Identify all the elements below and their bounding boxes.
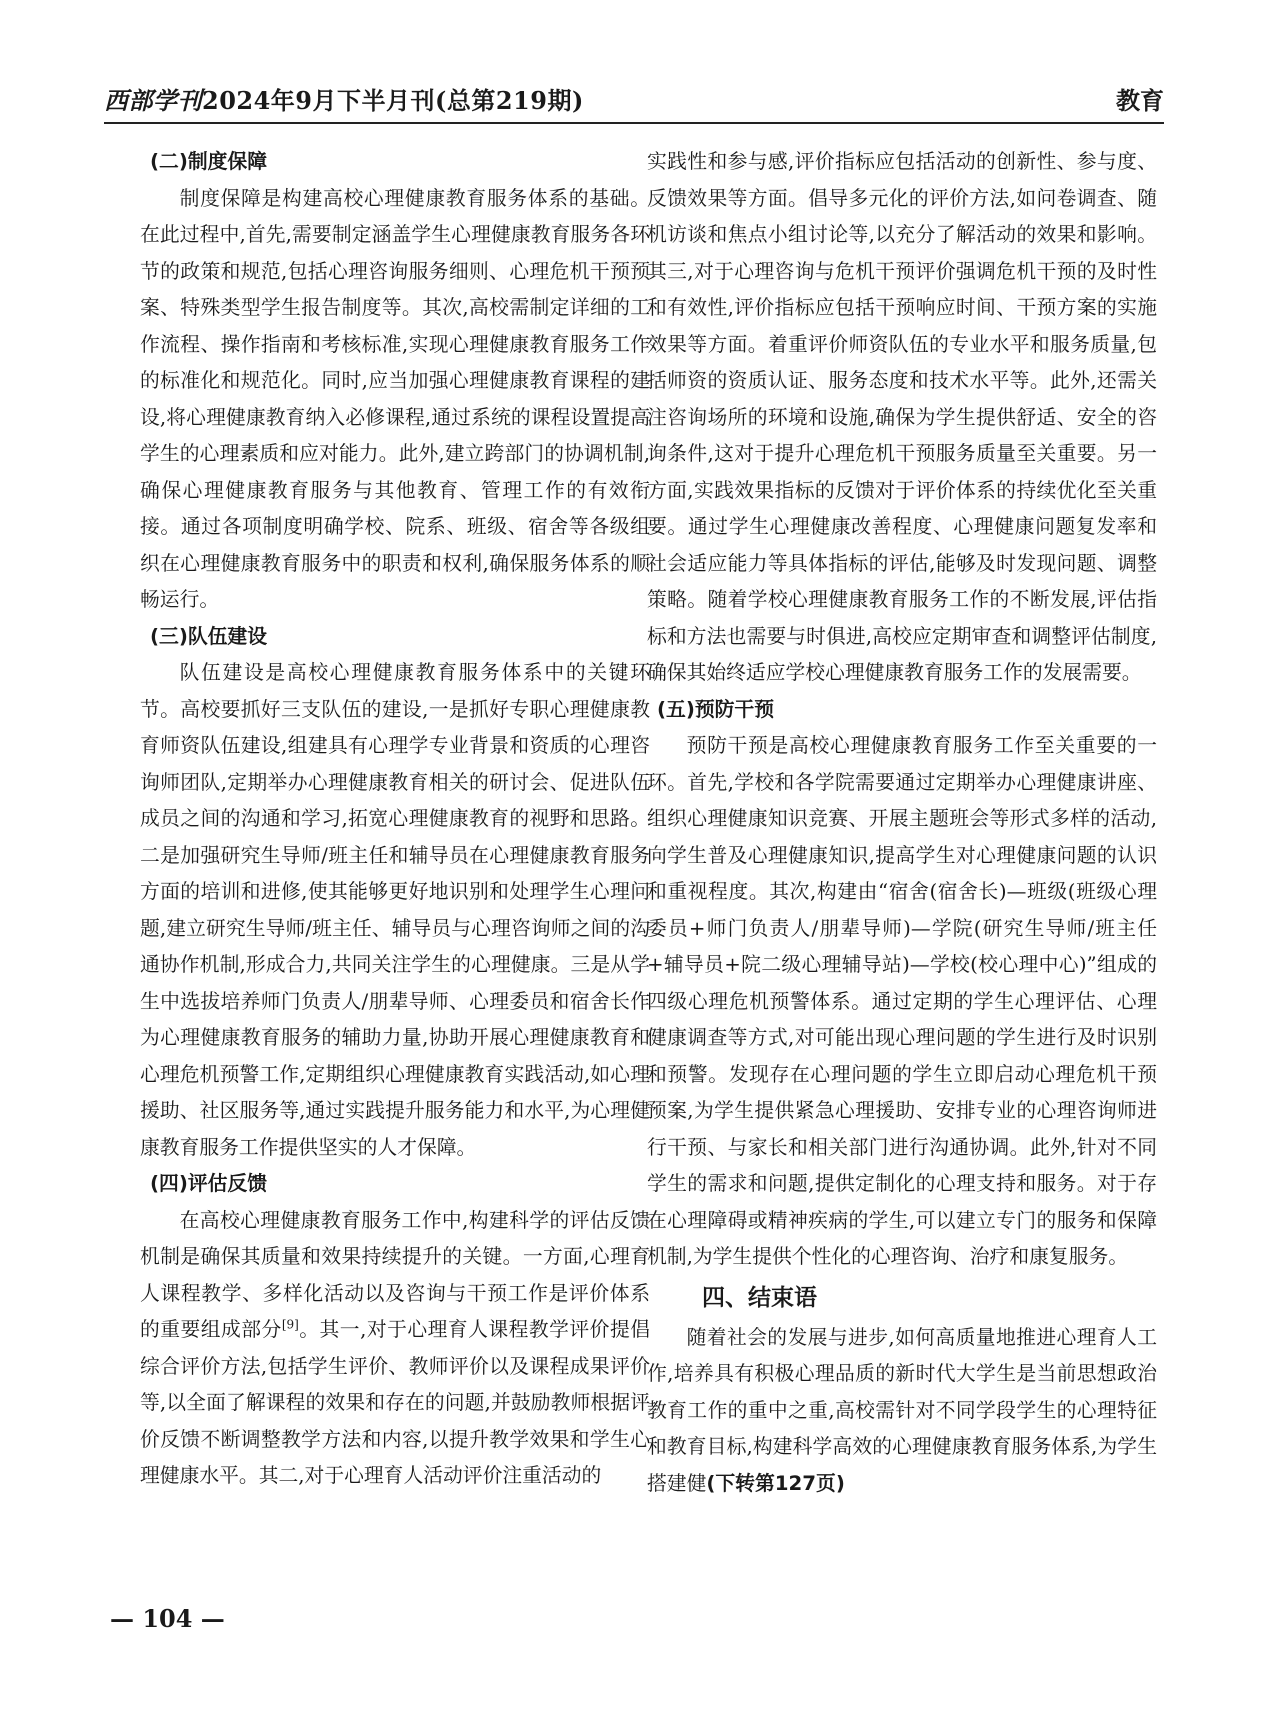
citation-ref: [9] bbox=[281, 1317, 299, 1332]
section-label: 教育 bbox=[1116, 86, 1164, 115]
journal-title bbox=[104, 81, 584, 116]
right-column bbox=[647, 144, 1157, 1502]
paragraph-conclusion-text: 随着社会的发展与进步,如何高质量地推进心理育人工作,培养具有积极心理品质的新时代大学生是当前思想政治教育工作的重中之重,高校需针对不同学段学生的心理特征和教育目标,构建科学高效的心理健康教育服务体系,为学生搭建健 bbox=[647, 1325, 1157, 1495]
issue-info: 2024年9月下半月刊(总第219期) bbox=[202, 86, 584, 115]
heading-duiwu: (三)队伍建设 bbox=[150, 624, 267, 648]
page-number: — 104 — bbox=[110, 1604, 225, 1633]
paragraph-pinggu-continued: 实践性和参与感,评价指标应包括活动的创新性、参与度、反馈效果等方面。倡导多元化的评价方法,如问卷调查、随机访谈和焦点小组讨论等,以充分了解活动的效果和影响。其三,对于心理咨询与危机干预评价强调危机干预的及时性和有效性,评价指标应包括干预响应时间、干预方案的实施效果等方面。着重评价师资队伍的专业水平和服务质量,包括师资的资质认证、服务态度和技术水平等。此外,还需关注咨询场所的环境和设施,确保为学生提供舒适、安全的咨询条件,这对于提升心理危机干预服务质量至关重要。另一方面,实践效果指标的反馈对于评价体系的持续优化至关重要。通过学生心理健康改善程度、心理健康问题复发率和社会适应能力等具体指标的评估,能够及时发现问题、调整策略。随着学校心理健康教育服务工作的不断发展,评估指标和方法也需要与时俱进,高校应定期审查和调整评估制度,确保其始终适应学校心理健康教育服务工作的发展需要。 bbox=[647, 150, 1157, 684]
left-column bbox=[140, 144, 650, 1495]
running-header bbox=[104, 82, 1164, 124]
heading-conclusion: 四、结束语 bbox=[702, 1284, 817, 1311]
heading-yufang: (五)预防干预 bbox=[657, 697, 774, 721]
journal-logo: 西部学刊 bbox=[104, 86, 202, 115]
paragraph-conclusion bbox=[647, 1320, 1157, 1503]
paragraph-pinggu-a: 在高校心理健康教育服务工作中,构建科学的评估反馈机制是确保其质量和效果持续提升的关键。一方面,心理育人课程教学、多样化活动以及咨询与干预工作是评价体系的重要组成部分 bbox=[140, 1208, 650, 1341]
paragraph-duiwu: 队伍建设是高校心理健康教育服务体系中的关键环节。高校要抓好三支队伍的建设,一是抓好专职心理健康教育师资队伍建设,组建具有心理学专业背景和资质的心理咨询师团队,定期举办心理健康教育相关的研讨会、促进队伍成员之间的沟通和学习,拓宽心理健康教育的视野和思路。二是加强研究生导师/班主任和辅导员在心理健康教育服务方面的培训和进修,使其能够更好地识别和处理学生心理问题,建立研究生导师/班主任、辅导员与心理咨询师之间的沟通协作机制,形成合力,共同关注学生的心理健康。三是从学生中选拔培养师门负责人/朋辈导师、心理委员和宿舍长作为心理健康教育服务的辅助力量,协助开展心理健康教育和心理危机预警工作,定期组织心理健康教育实践活动,如心理援助、社区服务等,通过实践提升服务能力和水平,为心理健康教育服务工作提供坚实的人才保障。 bbox=[140, 661, 650, 1159]
paragraph-pinggu-b: 。其一,对于心理育人课程教学评价提倡综合评价方法,包括学生评价、教师评价以及课程成果评价等,以全面了解课程的效果和存在的问题,并鼓励教师根据评价反馈不断调整教学方法和内容,以提升教学效果和学生心理健康水平。其二,对于心理育人活动评价注重活动的 bbox=[140, 1318, 650, 1487]
paragraph-pinggu bbox=[140, 1203, 650, 1495]
paragraph-yufang: 预防干预是高校心理健康教育服务工作至关重要的一环。首先,学校和各学院需要通过定期举办心理健康讲座、组织心理健康知识竞赛、开展主题班会等形式多样的活动,向学生普及心理健康知识,提高学生对心理健康问题的认识和重视程度。其次,构建由“宿舍(宿舍长)—班级(班级心理委员+师门负责人/朋辈导师)—学院(研究生导师/班主任+辅导员+院二级心理辅导站)—学校(校心理中心)”组成的四级心理危机预警体系。通过定期的学生心理评估、心理健康调查等方式,对可能出现心理问题的学生进行及时识别和预警。发现存在心理问题的学生立即启动心理危机干预预案,为学生提供紧急心理援助、安排专业的心理咨询师进行干预、与家长和相关部门进行沟通协调。此外,针对不同学生的需求和问题,提供定制化的心理支持和服务。对于存在心理障碍或精神疾病的学生,可以建立专门的服务和保障机制,为学生提供个性化的心理咨询、治疗和康复服务。 bbox=[647, 734, 1157, 1268]
heading-pinggu: (四)评估反馈 bbox=[150, 1172, 267, 1195]
paragraph-zhidu: 制度保障是构建高校心理健康教育服务体系的基础。在此过程中,首先,需要制定涵盖学生心理健康教育服务各环节的政策和规范,包括心理咨询服务细则、心理危机干预预案、特殊类型学生报告制度等。其次,高校需制定详细的工作流程、操作指南和考核标准,实现心理健康教育服务工作的标准化和规范化。同时,应当加强心理健康教育课程的建设,将心理健康教育纳入必修课程,通过系统的课程设置提高学生的心理素质和应对能力。此外,建立跨部门的协调机制,确保心理健康教育服务与其他教育、管理工作的有效衔接。通过各项制度明确学校、院系、班级、宿舍等各级组织在心理健康教育服务中的职责和权利,确保服务体系的顺畅运行。 bbox=[140, 186, 650, 611]
continued-note: (下转第127页) bbox=[706, 1471, 845, 1495]
heading-zhidu: (二)制度保障 bbox=[150, 150, 267, 173]
